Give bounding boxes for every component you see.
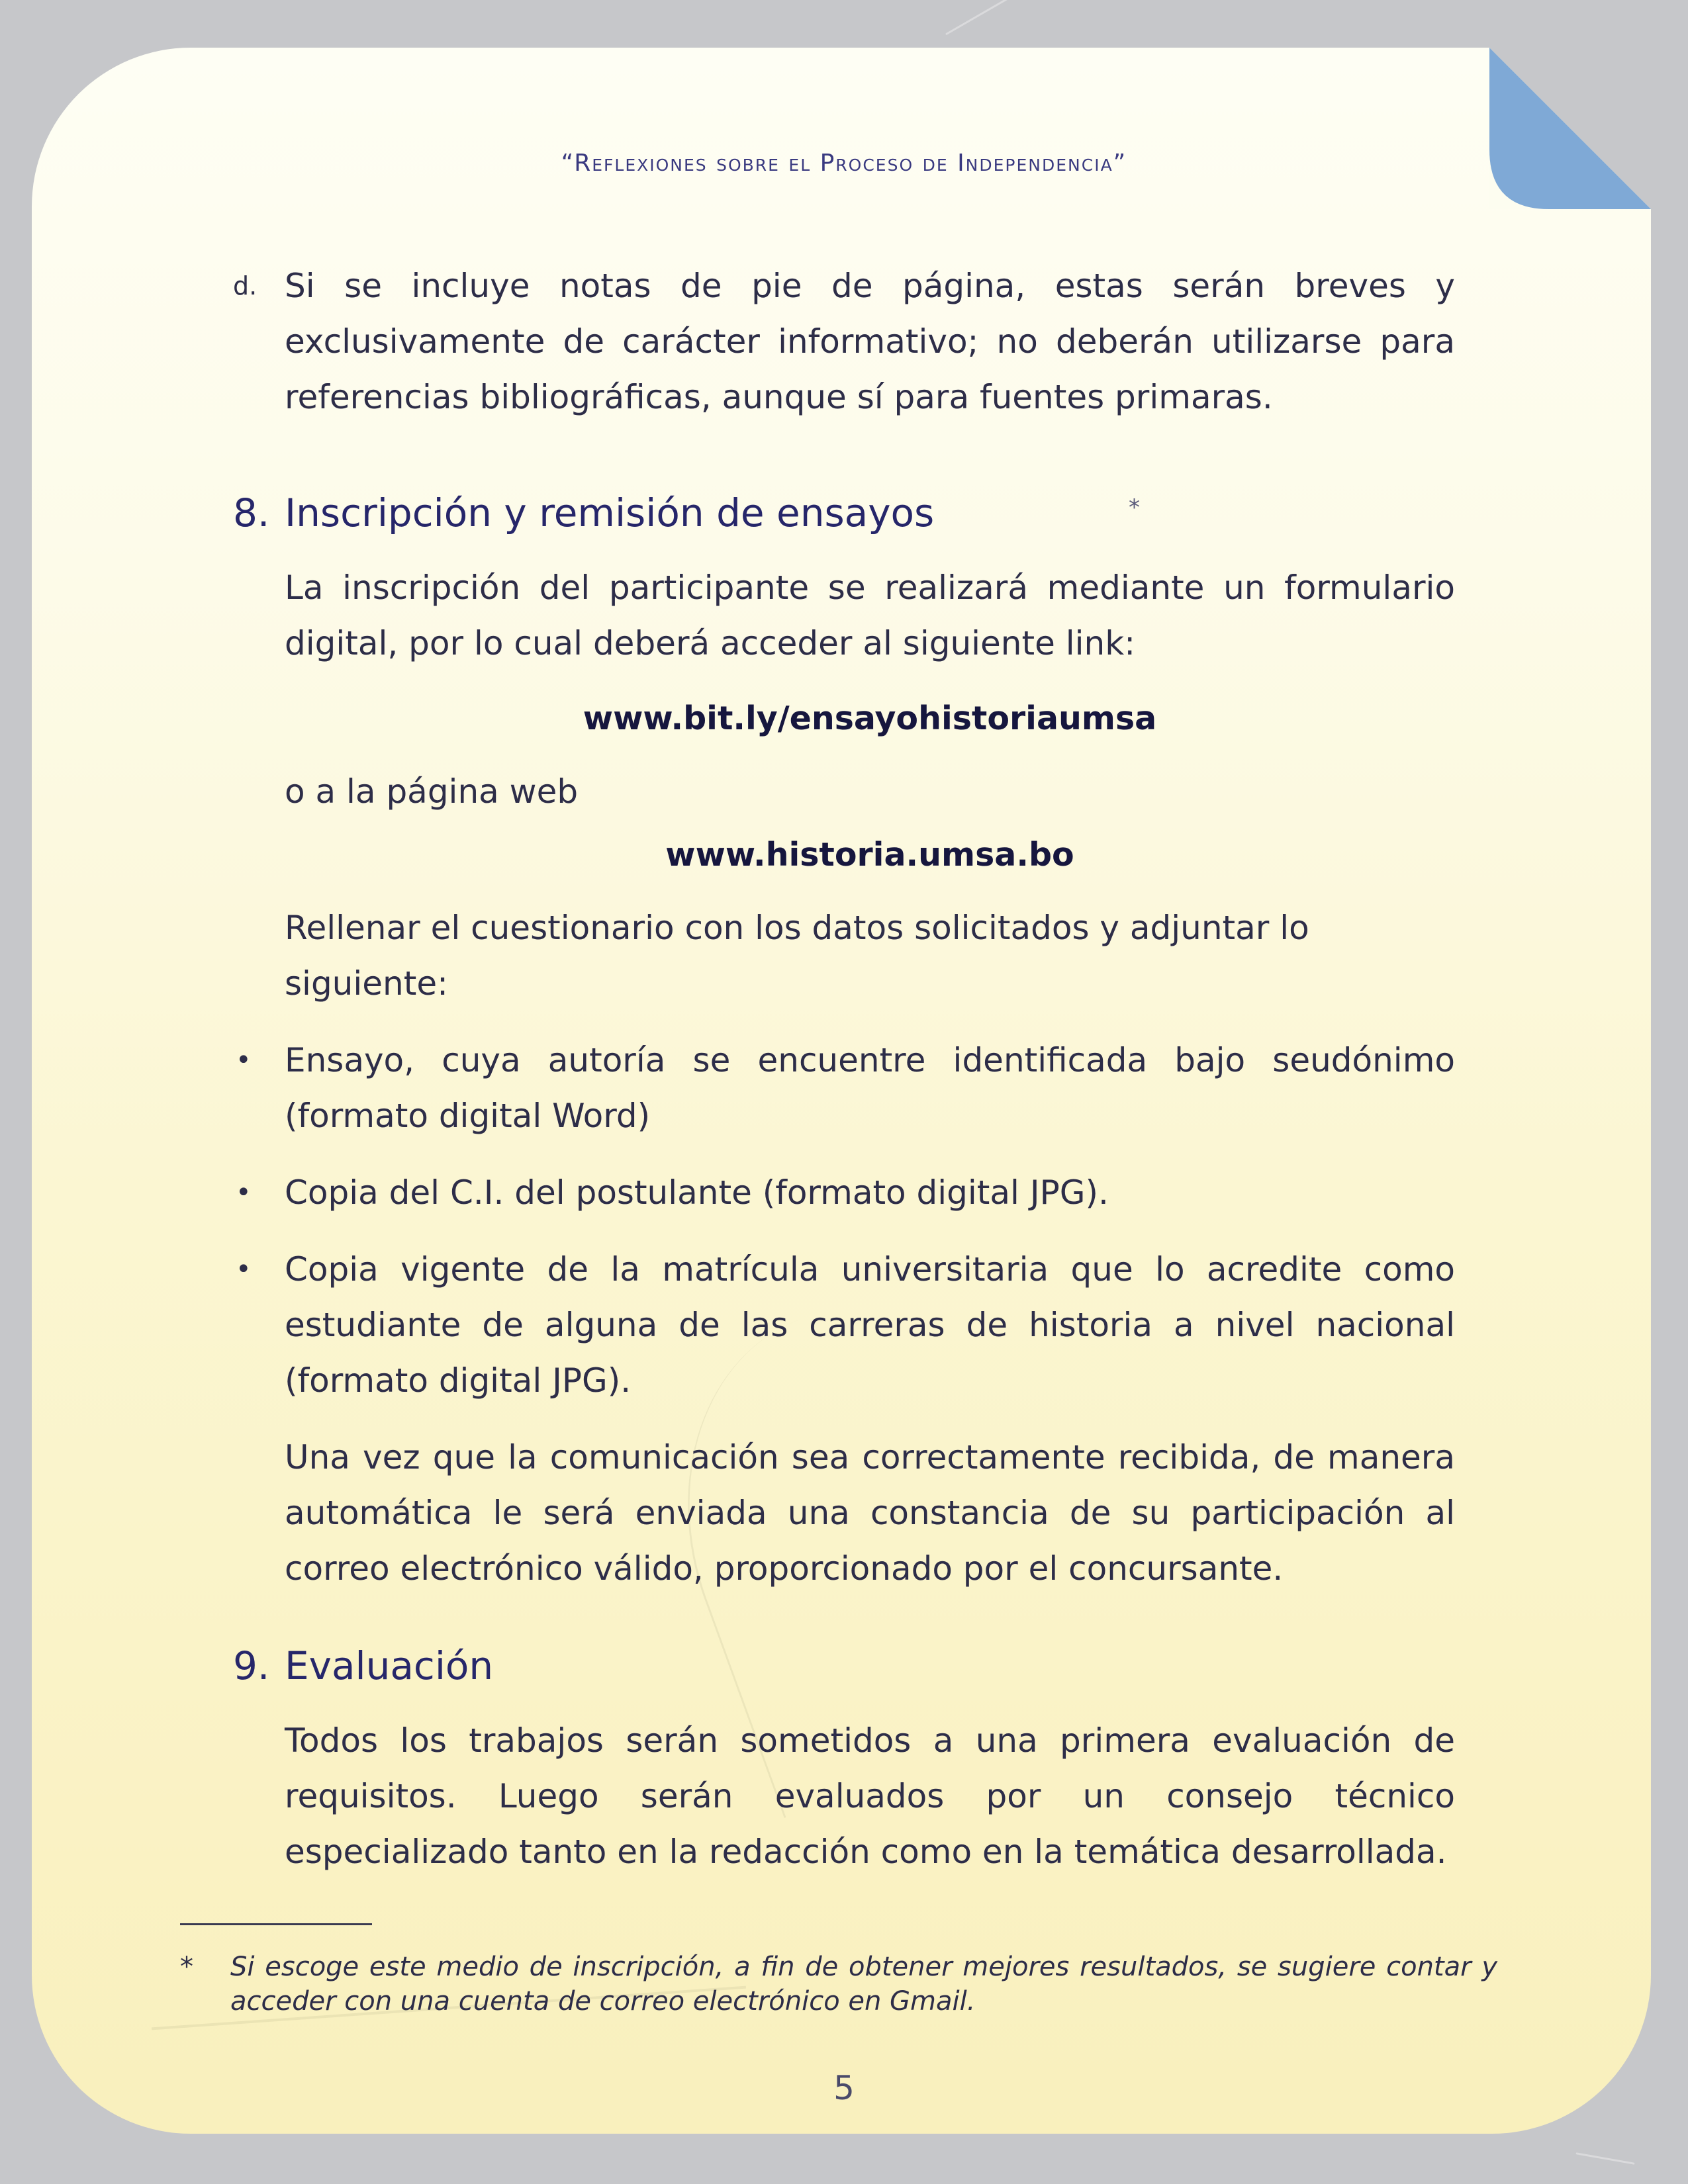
section-title: Evaluación [285,1643,494,1688]
running-header: “Reflexiones sobre el Proceso de Independencia” [561,150,1127,177]
bullet-item [236,1032,1455,1144]
bullet-marker: • [236,1254,252,1285]
page-corner-fold [1489,48,1651,209]
bullet-marker: • [236,1177,252,1208]
page-number: 5 [833,2069,855,2107]
section-title: Inscripción y remisión de ensayos [285,490,935,535]
registration-link[interactable]: www.bit.ly/ensayohistoriaumsa [583,700,1157,737]
footnote-text: Si escoge este medio de inscripción, a fin de obtener mejores resultados, se sugiere contar y acceder con una cuenta de correo electrónico en Gmail. [230,1952,1497,2017]
website-link[interactable]: www.historia.umsa.bo [665,836,1074,874]
section-number: 8. [233,490,270,535]
bullet-marker: • [236,1045,252,1075]
section9-text: Todos los trabajos serán sometidos a una primera evaluación de requisitos. Luego serán evaluados por un consejo técnico especializado tanto en la redacción como en la temática desarrollada. [285,1721,1455,1871]
bullet-text: Ensayo, cuya autoría se encuentre identificada bajo seudónimo (formato digital Word) [285,1041,1455,1135]
section8-intro: La inscripción del participante se realizará mediante un formulario digital, por lo cual deberá acceder al siguiente link: [285,569,1455,662]
section-number: 9. [233,1643,270,1688]
bullet-text: Copia del C.I. del postulante (formato digital JPG). [285,1173,1109,1212]
section-heading-9 [233,1636,1455,1696]
section8-closing: Una vez que la comunicación sea correctamente recibida, de manera automática le será enviada una constancia de su participación al correo electrónico válido, proporcionado por el concursante. [285,1438,1455,1588]
footnote-divider [180,1923,372,1925]
bullet-text: Copia vigente de la matrícula universitaria que lo acredite como estudiante de alguna de las carreras de historia a nivel nacional (formato digital JPG). [285,1250,1455,1400]
main-content [233,258,1455,1880]
list-item-text: Si se incluye notas de pie de página, estas serán breves y exclusivamente de carácter informativo; no deberán utilizarse para referencias bibliográficas, aunque sí para fuentes primaras. [285,267,1455,416]
bullet-item [236,1165,1455,1220]
list-item-d [233,258,1455,425]
footnote-reference: * [1129,494,1140,521]
footnote [180,1950,1497,2019]
or-webpage-text: o a la página web [285,772,579,811]
list-marker: d. [233,271,258,300]
background-scratch [1575,2152,1634,2165]
bullet-item [236,1242,1455,1408]
footnote-mark: * [180,1952,193,1982]
background-scratch [945,0,1021,35]
section-heading-8 [233,483,1455,543]
section8-instruction: Rellenar el cuestionario con los datos solicitados y adjuntar lo siguiente: [285,909,1309,1003]
